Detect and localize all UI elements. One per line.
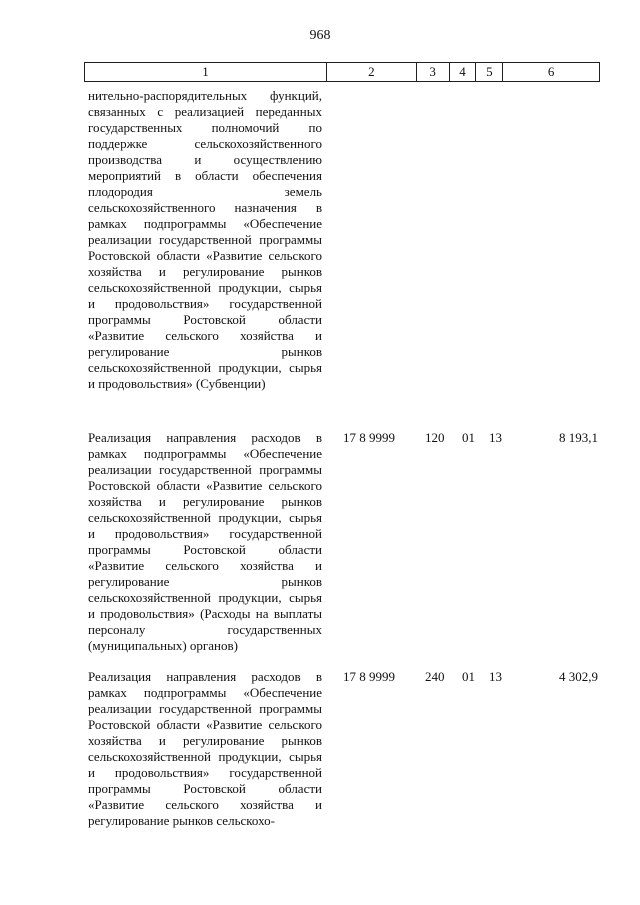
row-3-description: Реализация направления расходов в рамках подпрограммы «Обеспечение реализации государственной программы Ростовской области «Развитие сельского хозяйства и регулирование рынков сельскохозяйственной продукции, сырья и продовольствия» государственной программы Ростовской области «Развитие сельского хозяйства и регулирование рынков сельскохо-	[88, 669, 322, 828]
column-header-6: 6	[547, 64, 555, 79]
table-header	[84, 62, 600, 82]
page-number: 968	[309, 28, 331, 43]
row-2-amount: 8 193,1	[559, 430, 598, 445]
row-3-pr: 13	[489, 669, 502, 684]
column-header-1: 1	[85, 63, 327, 81]
column-header-5: 5	[476, 63, 503, 81]
column-header-3: 3	[417, 63, 450, 81]
row-1-description: нительно-распорядительных функций, связанных с реализацией переданных государственных полномочий по поддержке сельскохозяйственного производства и осуществлению мероприятий в области обеспечения плодородия земель сельскохозяйственного назначения в рамках подпрограммы «Обеспечение реализации государственной программы Ростовской области «Развитие сельского хозяйства и регулирование рынков сельскохозяйственной продукции, сырья и продовольствия» государственной программы Ростовской области «Развитие сельского хозяйства и регулирование рынков сельскохозяйственной продукции, сырья и продовольствия» (Субвенции)	[88, 88, 322, 391]
row-3-rz: 01	[462, 669, 475, 684]
row-3-vr: 240	[425, 669, 445, 684]
row-2-vr: 120	[425, 430, 445, 445]
row-2-description: Реализация направления расходов в рамках подпрограммы «Обеспечение реализации государственной программы Ростовской области «Развитие сельского хозяйства и регулирование рынков сельскохозяйственной продукции, сырья и продовольствия» государственной программы Ростовской области «Развитие сельского хозяйства и регулирование рынков сельскохозяйственной продукции, сырья и продовольствия» (Расходы на выплаты персоналу государственных (муниципальных) органов)	[88, 430, 322, 653]
row-3-amount: 4 302,9	[559, 669, 598, 684]
column-header-4: 4	[450, 63, 477, 81]
column-header-2: 2	[327, 63, 417, 81]
row-3-code: 17 8 9999	[343, 669, 395, 684]
row-2-code: 17 8 9999	[343, 430, 395, 445]
row-2-rz: 01	[462, 430, 475, 445]
row-2-pr: 13	[489, 430, 502, 445]
